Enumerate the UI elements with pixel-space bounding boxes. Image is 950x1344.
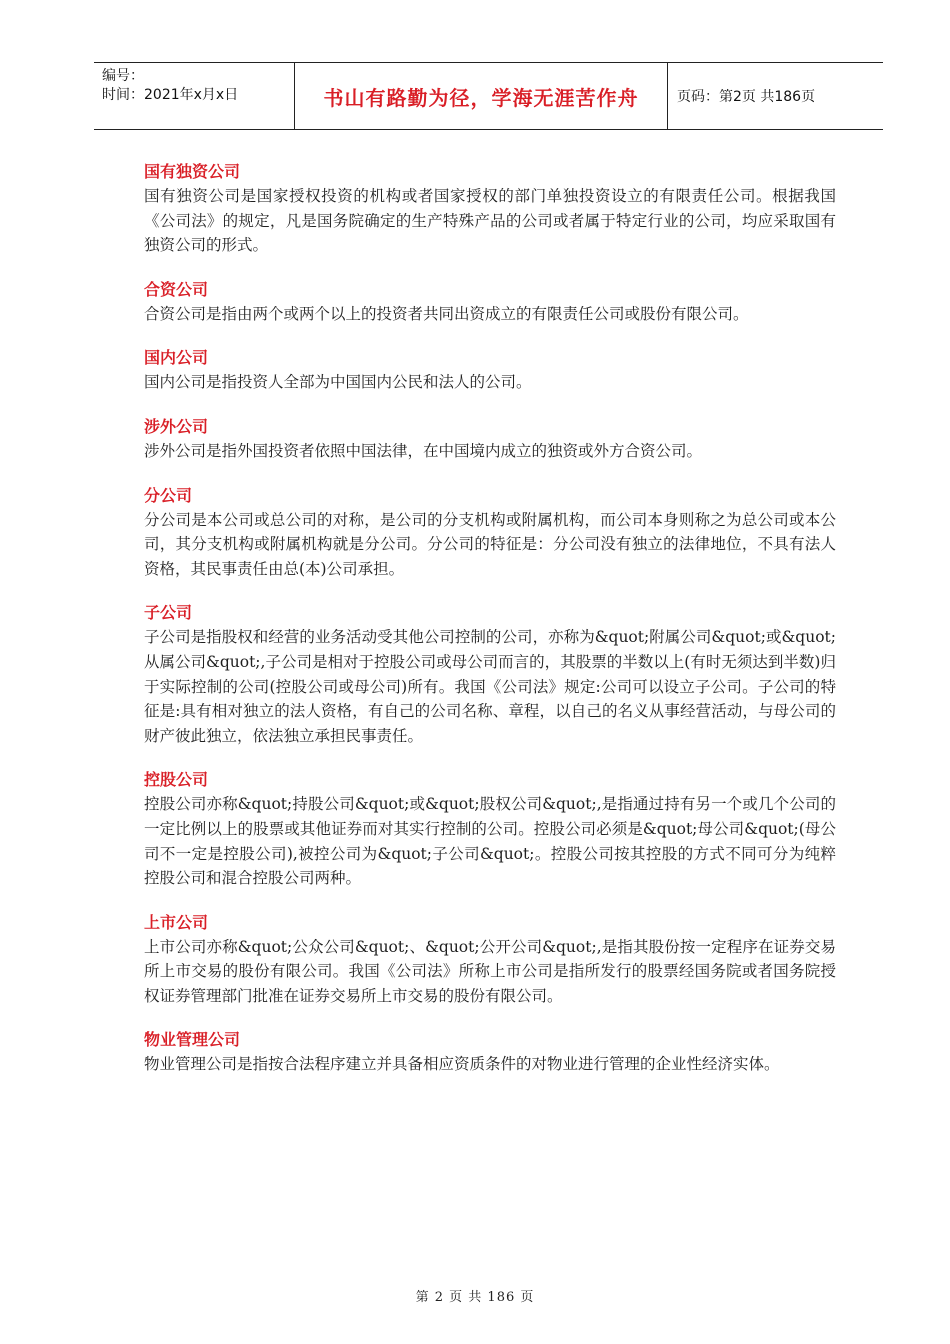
section-title: 子公司 <box>144 603 193 623</box>
section-body: 分公司是本公司或总公司的对称，是公司的分支机构或附属机构，而公司本身则称之为总公司或本公司，其分支机构或附属机构就是分公司。分公司的特征是：分公司没有独立的法律地位，不具有法人资格，其民事责任由总(本)公司承担。 <box>144 510 836 578</box>
section-joint-venture <box>144 278 836 327</box>
section-holding-company <box>144 768 836 890</box>
section-branch-company <box>144 484 836 582</box>
header-meta <box>102 67 294 105</box>
section-subsidiary <box>144 601 836 748</box>
page-footer: 第 2 页 共 186 页 <box>415 1290 535 1305</box>
section-body: 控股公司亦称&quot;持股公司&quot;或&quot;股权公司&quot;,是指通过持有另一个或几个公司的一定比例以上的股票或其他证券而对其实行控制的公司。控股公司必须是&quot;母公司&quot;(母公司不一定是控股公司),被控公司为&quot;子公司&quot;。控股公司按其控股的方式不同可分为纯粹控股公司和混合控股公司两种。 <box>144 795 836 888</box>
section-title: 控股公司 <box>144 770 209 790</box>
section-body: 子公司是指股权和经营的业务活动受其他公司控制的公司，亦称为&quot;附属公司&quot;或&quot;从属公司&quot;,子公司是相对于控股公司或母公司而言的，其股票的半数以上(有时无须达到半数)归于实际控制的公司(控股公司或母公司)所有。我国《公司法》规定:公司可以设立子公司。子公司的特征是:具有相对独立的法人资格，有自己的公司名称、章程，以自己的名义从事经营活动，与母公司的财产彼此独立，依法独立承担民事责任。 <box>144 628 836 745</box>
section-title: 涉外公司 <box>144 416 209 436</box>
page-header <box>94 62 883 130</box>
section-state-owned-company <box>144 160 836 258</box>
header-divider <box>667 63 668 129</box>
section-title: 物业管理公司 <box>144 1030 241 1050</box>
section-listed-company <box>144 911 836 1009</box>
section-body: 国有独资公司是国家授权投资的机构或者国家授权的部门单独投资设立的有限责任公司。根据我国《公司法》的规定，凡是国务院确定的生产特殊产品的公司或者属于特定行业的公司，均应采取国有独资公司的形式。 <box>144 187 836 255</box>
header-page-info: 页码：第2页 共186页 <box>677 89 816 105</box>
section-body: 涉外公司是指外国投资者依照中国法律，在中国境内成立的独资或外方合资公司。 <box>144 441 703 460</box>
section-foreign-related-company <box>144 415 836 464</box>
section-title: 上市公司 <box>144 912 209 932</box>
section-title: 国有独资公司 <box>144 162 241 181</box>
section-title: 国内公司 <box>144 348 209 368</box>
section-title: 分公司 <box>144 485 193 505</box>
section-body: 物业管理公司是指按合法程序建立并具备相应资质条件的对物业进行管理的企业性经济实体。 <box>144 1055 780 1074</box>
section-domestic-company <box>144 346 836 395</box>
section-title: 合资公司 <box>144 279 209 299</box>
section-body: 国内公司是指投资人全部为中国国内公民和法人的公司。 <box>144 373 532 392</box>
header-time-label: 时间：2021年x月x日 <box>102 87 239 103</box>
document-body <box>144 160 836 1097</box>
header-motto: 书山有路勤为径，学海无涯苦作舟 <box>323 85 639 110</box>
section-property-management-company <box>144 1028 836 1077</box>
header-number-label: 编号： <box>102 68 144 84</box>
section-body: 上市公司亦称&quot;公众公司&quot;、&quot;公开公司&quot;,是指其股份按一定程序在证券交易所上市交易的股份有限公司。我国《公司法》所称上市公司是指所发行的股票经国务院或者国务院授权证券管理部门批准在证券交易所上市交易的股份有限公司。 <box>144 937 836 1005</box>
section-body: 合资公司是指由两个或两个以上的投资者共同出资成立的有限责任公司或股份有限公司。 <box>144 304 749 323</box>
